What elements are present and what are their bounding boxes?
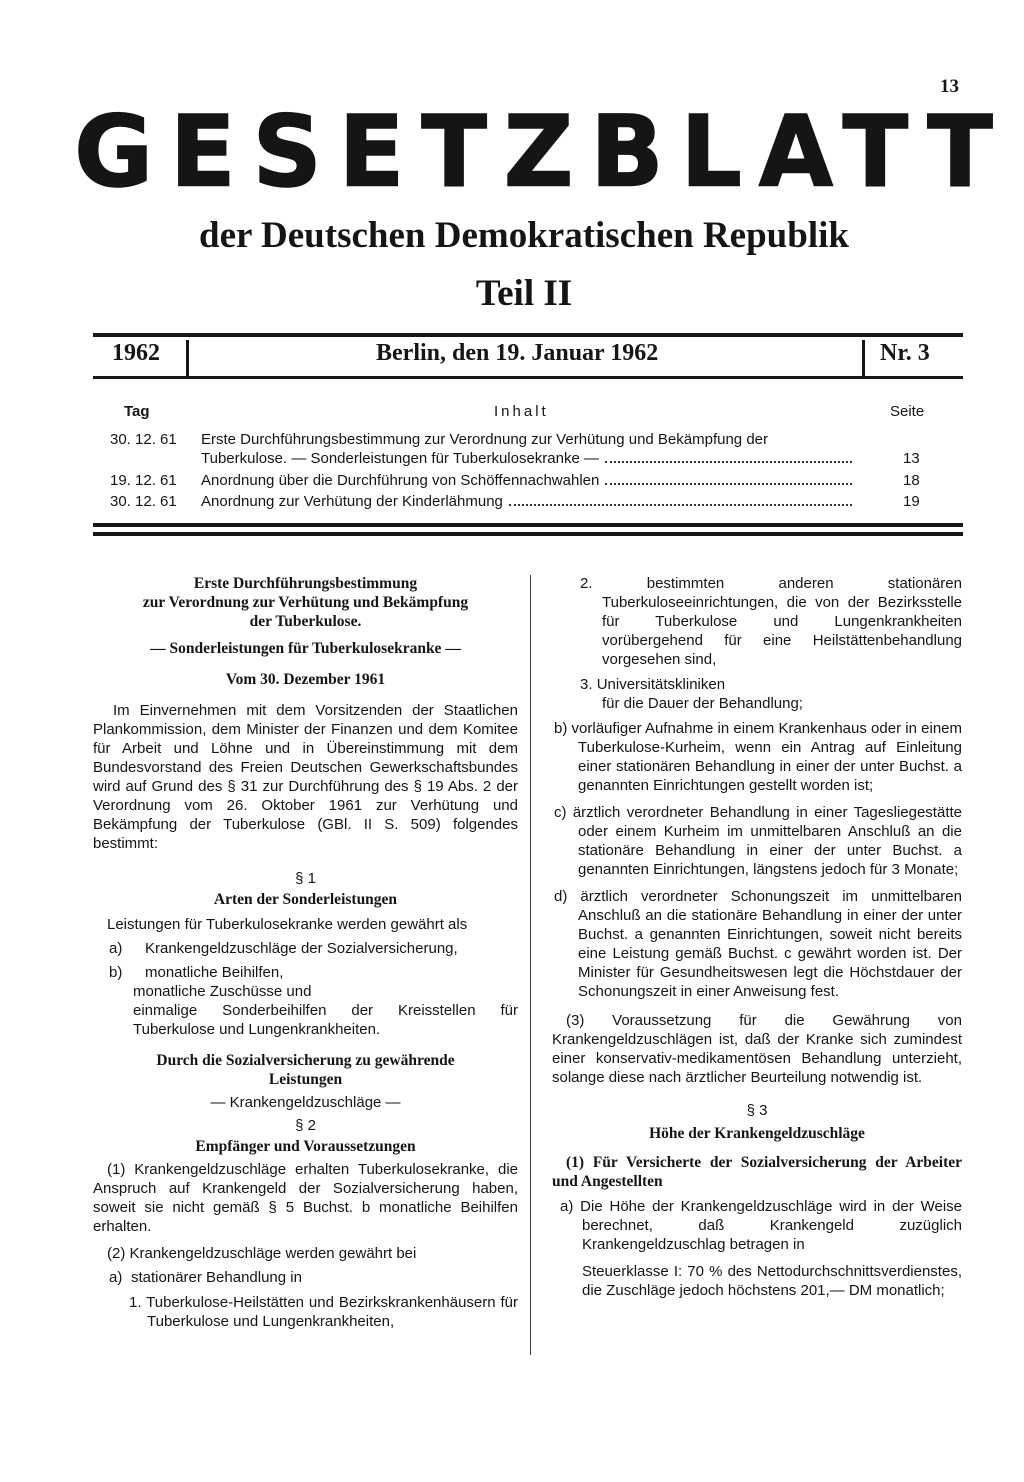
- toc-page: 13: [903, 450, 920, 467]
- list-item: b) monatliche Beihilfen,: [109, 964, 284, 981]
- section-title: Empfänger und Voraussetzungen: [195, 1138, 416, 1155]
- right-column: [552, 574, 962, 1300]
- rule-contents-2: [93, 532, 963, 536]
- list-item: a) Die Höhe der Krankengeldzuschläge wird in der Weise berechnet, daß Krankengeld zuzüglich Krankengeldzuschlag betragen in: [560, 1198, 962, 1253]
- list-item: 3. Universitätskliniken: [580, 676, 726, 693]
- toc-title: Tuberkulose. — Sonderleistungen für Tuberkulosekranke —: [201, 450, 599, 467]
- issue-year: 1962: [112, 340, 160, 366]
- rule-top: [93, 333, 963, 337]
- list-item: a) Krankengeldzuschläge der Sozialversicherung,: [109, 940, 458, 957]
- paragraph: (2) Krankengeldzuschläge werden gewährt bei: [107, 1245, 417, 1262]
- heading: der Tuberkulose.: [249, 613, 362, 630]
- heading: Leistungen: [268, 1071, 343, 1088]
- list-item: monatliche Zuschüsse und: [133, 983, 312, 1000]
- masthead-subtitle: der Deutschen Demokratischen Republik: [199, 215, 849, 256]
- toc-title: Anordnung zur Verhütung der Kinderlähmung: [201, 493, 503, 510]
- paragraph: Steuerklasse I: 70 % des Nettodurchschnittsverdienstes, die Zuschläge jedoch höchstens 201,— DM monatlich;: [582, 1263, 962, 1299]
- rule-bottom: [93, 376, 963, 379]
- list-item: d) ärztlich verordneter Schonungszeit im unmittelbaren Anschluß an die stationäre Behandlung in einer der unter Buchst. a genannten Einrichtungen, soweit nicht bereits eine Leistung gemäß Buchst. c gewährt worden ist. Der Minister für Gesundheitswesen legt die Höchstdauer der Schonungszeit in einer Anweisung fest.: [554, 888, 962, 1000]
- rule-contents-1: [93, 523, 963, 527]
- heading: Durch die Sozialversicherung zu gewährende: [156, 1052, 455, 1069]
- paragraph: Leistungen für Tuberkulosekranke werden gewährt als: [107, 916, 468, 933]
- toc-entry: [201, 492, 856, 511]
- list-item: für die Dauer der Behandlung;: [602, 695, 803, 712]
- list-item: a) stationärer Behandlung in: [109, 1269, 302, 1286]
- divider: [862, 340, 865, 376]
- heading: zur Verordnung zur Verhütung und Bekämpfung: [142, 594, 469, 611]
- list-item: einmalige Sonderbeihilfen der Kreisstellen für Tuberkulose und Lungenkrankheiten.: [133, 1002, 518, 1038]
- toc-title: Erste Durchführungsbestimmung zur Verordnung zur Verhütung und Bekämpfung der: [201, 431, 768, 448]
- list-item: 2. bestimmten anderen stationären Tuberkuloseeinrichtungen, die von der Bezirksstelle für Tuberkulose und Lungenkrankheiten vorübergehend für eine Heilstättenbehandlung vorgesehen sind,: [580, 575, 962, 668]
- section-number: § 2: [295, 1117, 316, 1134]
- toc-entry: [201, 449, 856, 468]
- section-title: Höhe der Krankengeldzuschläge: [649, 1125, 865, 1142]
- page-number: 13: [940, 76, 959, 97]
- masthead-part: Teil II: [475, 273, 573, 314]
- toc-page: 19: [903, 493, 920, 510]
- contents-col-page: Seite: [890, 403, 925, 420]
- paragraph: (1) Für Versicherte der Sozialversicherung der Arbeiter und Angestellten: [552, 1154, 962, 1190]
- heading: — Sonderleistungen für Tuberkulosekranke —: [150, 640, 461, 657]
- list-item: 1. Tuberkulose-Heilstätten und Bezirkskrankenhäusern für Tuberkulose und Lungenkrankheiten,: [129, 1294, 519, 1330]
- preamble: Im Einvernehmen mit dem Vorsitzenden der Staatlichen Plankommission, dem Minister der Finanzen und dem Komitee für Arbeit und Löhne und in Übereinstimmung mit dem Bundesvorstand des Freien Deutschen Gewerkschaftsbundes wird auf Grund des § 31 zur Durchführung des § 19 Abs. 2 der Verordnung vom 26. Oktober 1961 zur Verhütung und Bekämpfung der Tuberkulose (GBl. II S. 509) folgendes bestimmt:: [93, 702, 518, 852]
- toc-title: Anordnung über die Durchführung von Schöffennachwahlen: [201, 472, 600, 489]
- toc-page: 18: [903, 472, 920, 489]
- divider: [186, 340, 189, 376]
- section-title: Arten der Sonderleistungen: [213, 891, 398, 908]
- issue-number: Nr. 3: [880, 340, 930, 366]
- dated: Vom 30. Dezember 1961: [225, 671, 386, 688]
- heading: — Krankengeldzuschläge —: [210, 1094, 401, 1111]
- column-divider: [530, 575, 531, 1355]
- list-item: b) vorläufiger Aufnahme in einem Krankenhaus oder in einem Tuberkulose-Kurheim, wenn ein Antrag auf Einleitung einer stationären Behandlung in einer der unter Buchst. a genannten Einrichtungen gestellt worden ist;: [554, 720, 962, 794]
- contents-col-title: Inhalt: [494, 403, 549, 420]
- toc-date: 19. 12. 61: [110, 472, 177, 489]
- paragraph: (3) Voraussetzung für die Gewährung von Krankengeldzuschlägen ist, daß der Kranke sich zumindest einer konservativ-medikamentösen Behandlung unterzieht, solange diese nach ärztlicher Beurteilung notwendig ist.: [552, 1012, 962, 1086]
- heading: Erste Durchführungsbestimmung: [193, 575, 418, 592]
- left-column: [93, 574, 518, 1331]
- toc-date: 30. 12. 61: [110, 493, 177, 510]
- contents-col-date: Tag: [124, 403, 150, 420]
- toc-entry: [201, 471, 856, 490]
- section-number: § 3: [746, 1102, 768, 1119]
- list-item: c) ärztlich verordneter Behandlung in einer Tagesliegestätte oder einem Kurheim im unmittelbaren Anschluß an die stationäre Behandlung in einer der unter Buchst. a genannten Einrichtungen, längstens jedoch für 3 Monate;: [554, 804, 962, 878]
- toc-date: 30. 12. 61: [110, 431, 177, 448]
- paragraph: (1) Krankengeldzuschläge erhalten Tuberkulosekranke, die Anspruch auf Krankengeld der Sozialversicherung haben, soweit sie nicht gemäß § 5 Buchst. b monatliche Beihilfen erhalten.: [93, 1161, 518, 1235]
- masthead-title: GESETZBLATT: [74, 94, 1010, 210]
- section-number: § 1: [295, 870, 316, 887]
- issue-date: Berlin, den 19. Januar 1962: [376, 340, 659, 366]
